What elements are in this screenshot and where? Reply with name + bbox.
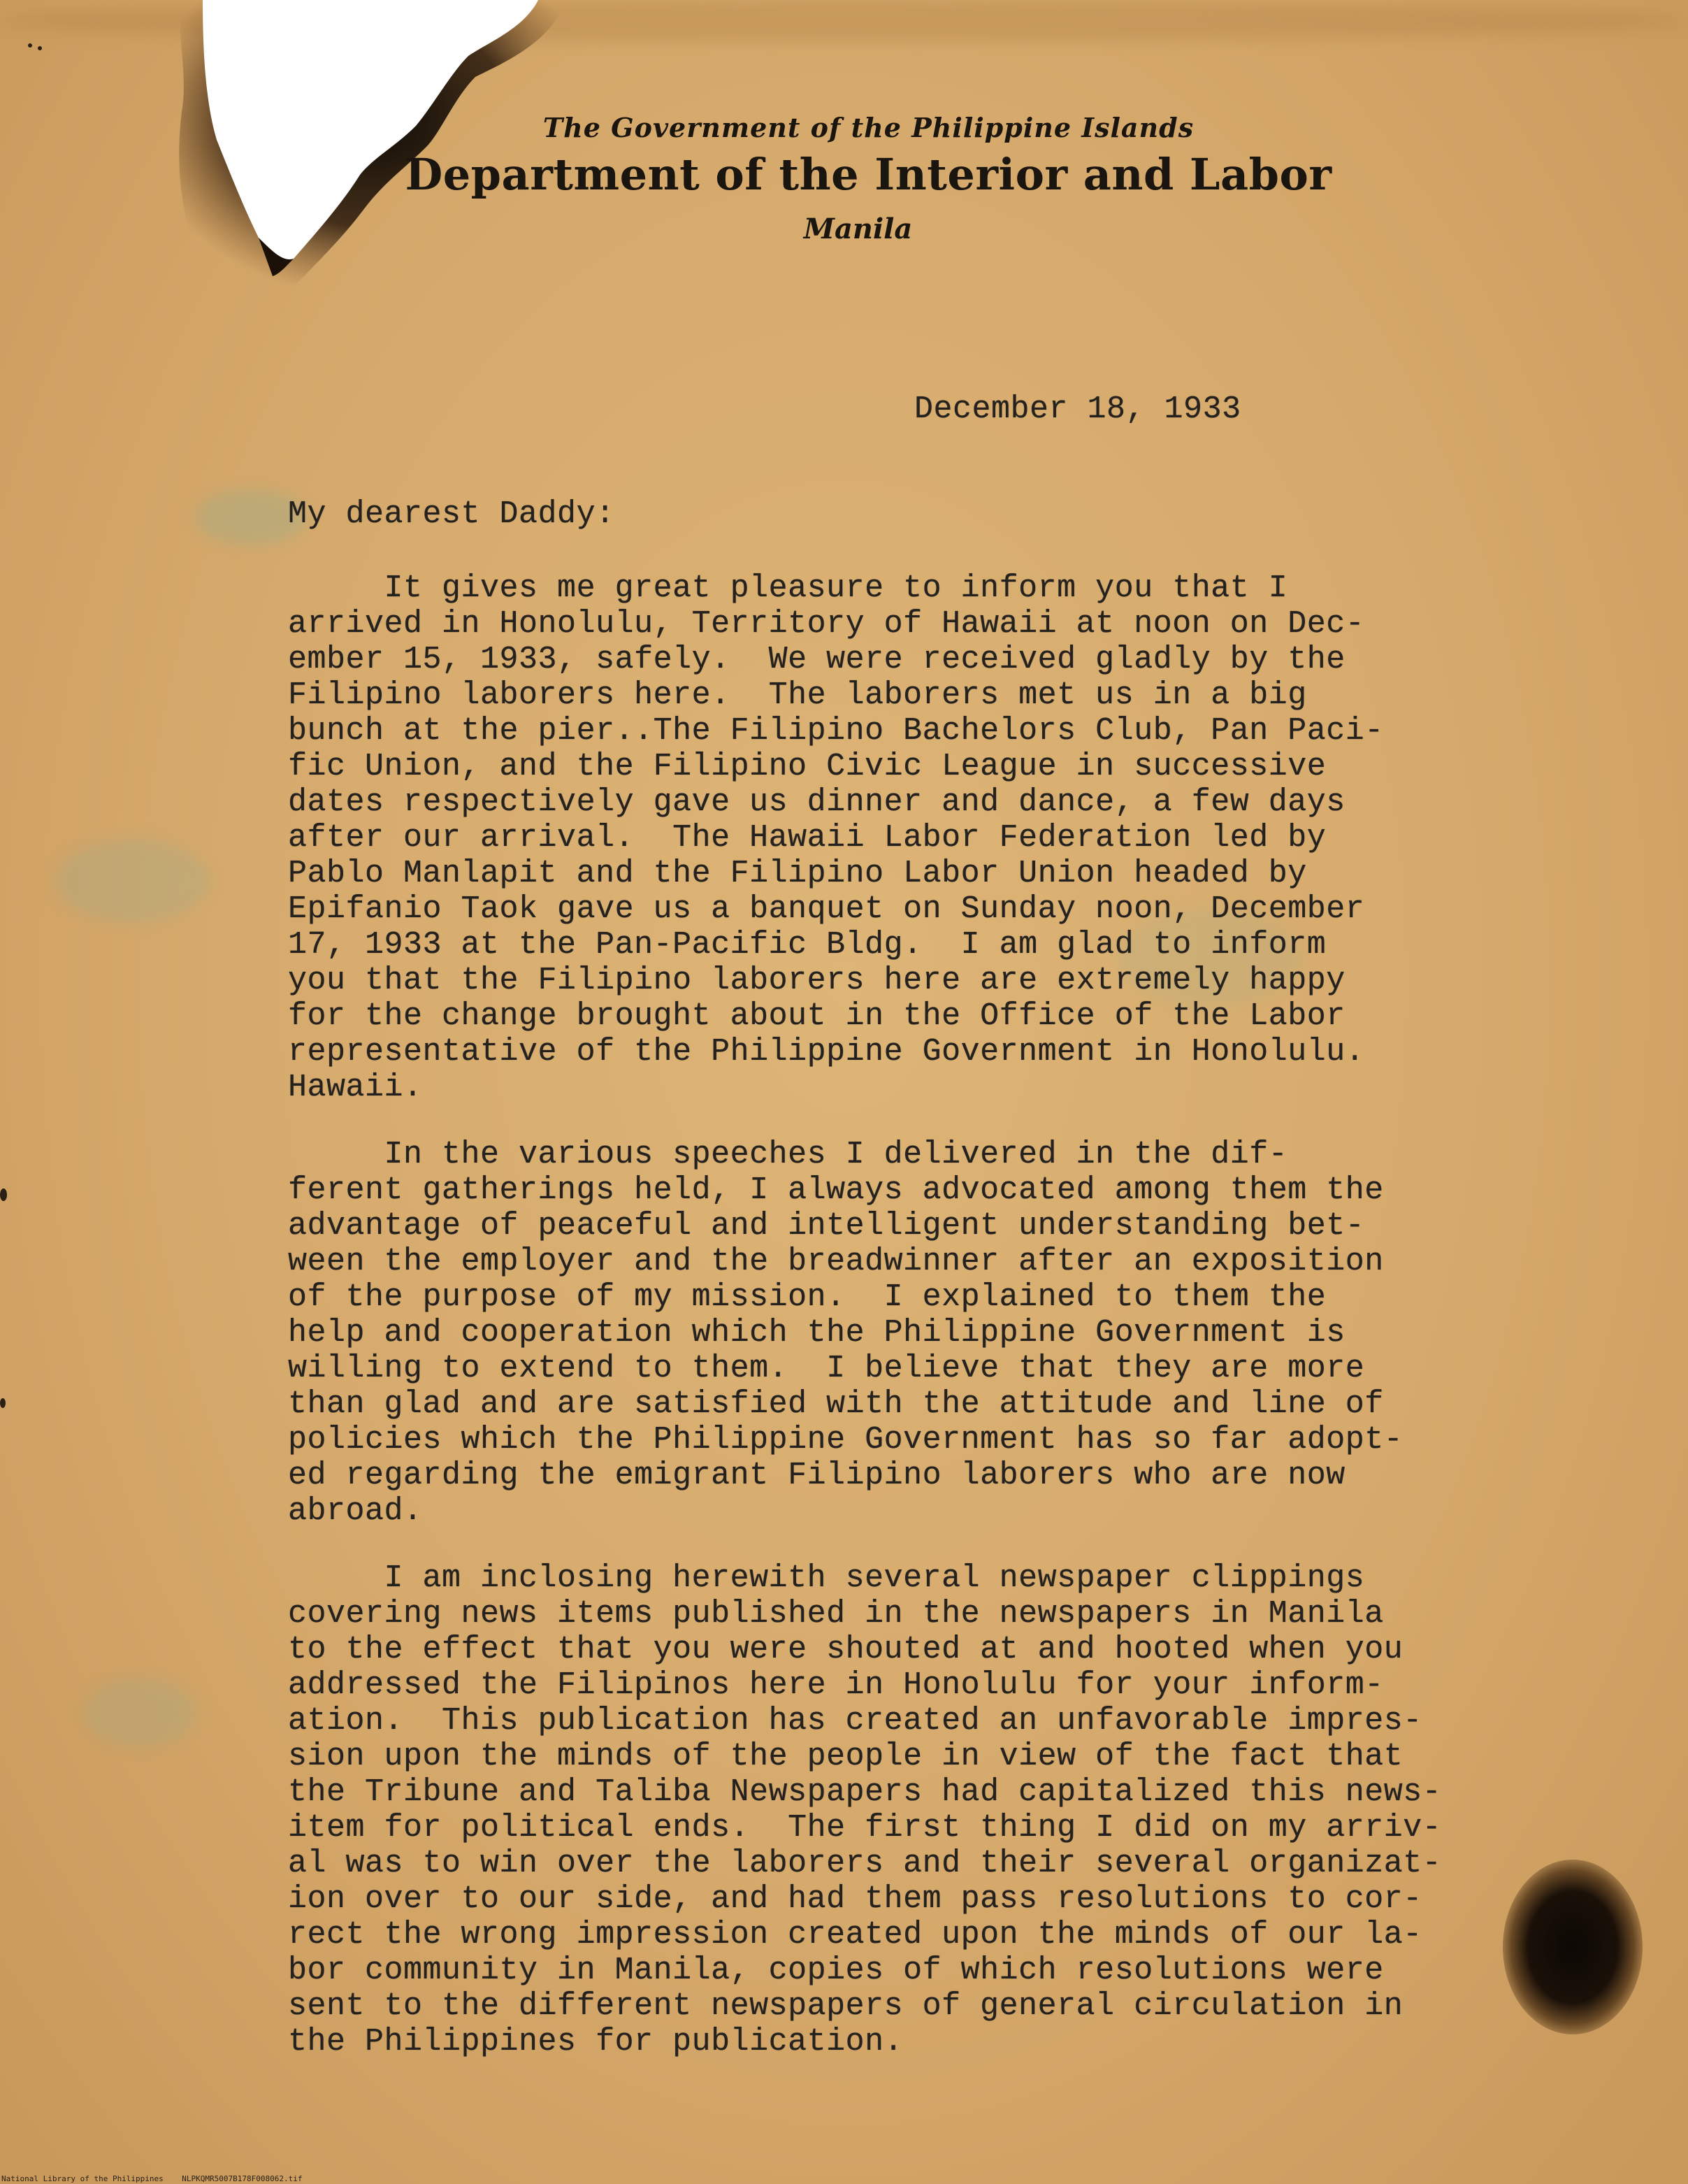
text-line: help and cooperation which the Philippine Government is xyxy=(288,1315,1346,1351)
letter-paragraph-3 xyxy=(288,1560,1560,2060)
text-line: bunch at the pier..The Filipino Bachelors Club, Pan Paci- xyxy=(288,713,1384,749)
text-line: advantage of peaceful and intelligent understanding bet- xyxy=(288,1208,1365,1244)
text-line: Filipino laborers here. The laborers met us in a big xyxy=(288,677,1307,713)
text-line: sent to the different newspapers of general circulation in xyxy=(288,1988,1404,2024)
archive-footer xyxy=(1,2174,302,2183)
text-line: It gives me great pleasure to inform you that I xyxy=(288,570,1288,606)
archive-file-id: NLPKQMR5007B178F008062.tif xyxy=(182,2174,303,2183)
text-line: dates respectively gave us dinner and dance, a few days xyxy=(288,784,1346,820)
text-line: ferent gatherings held, I always advocated among them the xyxy=(288,1172,1384,1208)
edge-mark xyxy=(28,43,32,48)
text-line: Pablo Manlapit and the Filipino Labor Union headed by xyxy=(288,856,1307,891)
letterhead xyxy=(0,112,1688,245)
water-stain xyxy=(84,1678,196,1748)
text-line: for the change brought about in the Office of the Labor xyxy=(288,998,1346,1034)
text-line: you that the Filipino laborers here are extremely happy xyxy=(288,963,1346,998)
letterhead-government: The Government of the Philippine Islands xyxy=(542,112,1195,143)
text-line: I am inclosing herewith several newspaper clippings xyxy=(288,1560,1365,1596)
water-stain xyxy=(56,839,210,923)
letterhead-city: Manila xyxy=(803,213,913,245)
text-line: ween the employer and the breadwinner after an exposition xyxy=(288,1244,1384,1279)
text-line: the Tribune and Taliba Newspapers had capitalized this news- xyxy=(288,1774,1442,1810)
text-line: of the purpose of my mission. I explained to them the xyxy=(288,1279,1327,1315)
text-line: 17, 1933 at the Pan-Pacific Bldg. I am glad to inform xyxy=(288,927,1327,963)
text-line: representative of the Philippine Government in Honolulu. xyxy=(288,1034,1365,1070)
letter-paragraph-1 xyxy=(288,570,1560,1105)
edge-mark xyxy=(0,1188,7,1201)
edge-mark xyxy=(0,1398,6,1408)
text-line: In the various speeches I delivered in the dif- xyxy=(288,1137,1288,1172)
text-line: addressed the Filipinos here in Honolulu for your inform- xyxy=(288,1667,1384,1703)
text-line: the Philippines for publication. xyxy=(288,2024,904,2060)
text-line: Epifanio Taok gave us a banquet on Sunday noon, December xyxy=(288,891,1365,927)
text-line: ed regarding the emigrant Filipino laborers who are now xyxy=(288,1458,1346,1493)
text-line: policies which the Philippine Government has so far adopt- xyxy=(288,1422,1404,1458)
letter-date: December 18, 1933 xyxy=(914,391,1241,427)
text-line: after our arrival. The Hawaii Labor Federation led by xyxy=(288,820,1327,856)
text-line: fic Union, and the Filipino Civic League in successive xyxy=(288,749,1327,784)
text-line: ation. This publication has created an unfavorable impres- xyxy=(288,1703,1422,1739)
letter-paragraph-2 xyxy=(288,1137,1560,1529)
text-line: arrived in Honolulu, Territory of Hawaii at noon on Dec- xyxy=(288,606,1365,642)
letter-salutation: My dearest Daddy: xyxy=(288,496,615,532)
text-line: to the effect that you were shouted at and hooted when you xyxy=(288,1632,1404,1667)
text-line: item for political ends. The first thing I did on my arriv- xyxy=(288,1810,1442,1846)
text-line: Hawaii. xyxy=(288,1070,423,1105)
text-line: ion over to our side, and had them pass resolutions to cor- xyxy=(288,1881,1422,1917)
text-line: willing to extend to them. I believe that they are more xyxy=(288,1351,1365,1386)
text-line: abroad. xyxy=(288,1493,423,1529)
archive-label: National Library of the Philippines xyxy=(1,2174,164,2183)
text-line: covering news items published in the newspapers in Manila xyxy=(288,1596,1384,1632)
text-line: rect the wrong impression created upon the minds of our la- xyxy=(288,1917,1422,1953)
text-line: bor community in Manila, copies of which resolutions were xyxy=(288,1953,1384,1988)
text-line: al was to win over the laborers and their several organizat- xyxy=(288,1846,1442,1881)
text-line: than glad and are satisfied with the attitude and line of xyxy=(288,1386,1384,1422)
text-line: ember 15, 1933, safely. We were received gladly by the xyxy=(288,642,1346,677)
text-line: sion upon the minds of the people in view of the fact that xyxy=(288,1739,1404,1774)
letterhead-department: Department of the Interior and Labor xyxy=(405,149,1332,200)
edge-mark xyxy=(38,46,42,50)
